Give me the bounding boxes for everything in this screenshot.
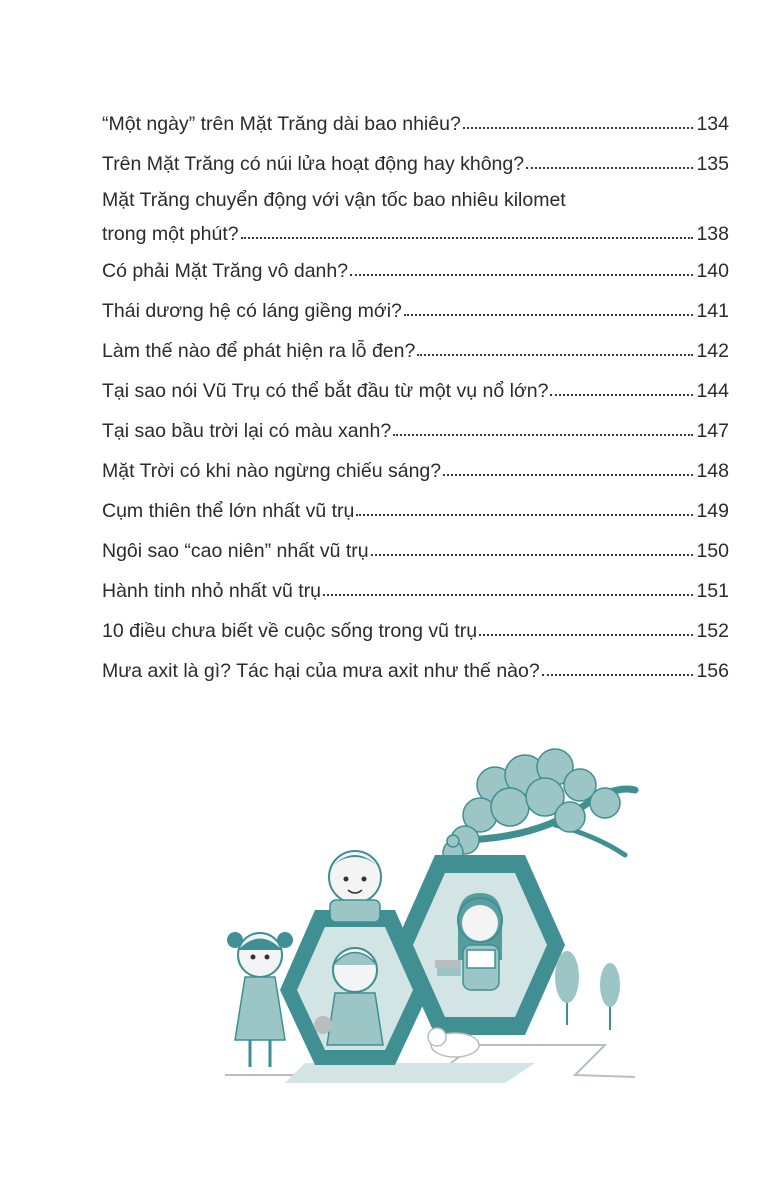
dot-leader [350,272,693,276]
toc-entry-title: trong một phút? [102,223,239,245]
dot-leader [526,165,693,169]
dot-leader [404,312,694,316]
toc-entry-title: Thái dương hệ có láng giềng mới? [102,300,402,322]
toc-entry[interactable] [102,251,729,291]
dot-leader [323,592,693,596]
toc-entry-title-line1: Mặt Trăng chuyển động với vận tốc bao nhiêu kilomet [102,189,566,211]
toc-entry-page: 148 [696,460,729,482]
toc-entry[interactable] [102,371,729,411]
toc-entry-title: Mưa axit là gì? Tác hại của mưa axit như thế nào? [102,660,540,682]
dot-leader [393,432,693,436]
boy-figure [329,851,381,922]
toc-entry-title: “Một ngày” trên Mặt Trăng dài bao nhiêu? [102,113,461,135]
toc-entry[interactable] [102,491,729,531]
toc-entry-page: 152 [696,620,729,642]
dot-leader [542,672,694,676]
toc-entry-page: 134 [696,113,729,135]
toc-entry-title: 10 điều chưa biết về cuộc sống trong vũ trụ [102,620,478,642]
dot-leader [417,352,693,356]
toc-entry-title: Hành tinh nhỏ nhất vũ trụ [102,580,321,602]
dot-leader [479,632,693,636]
dot-leader [241,235,694,239]
toc-entry[interactable] [102,104,729,144]
toc-entry[interactable] [102,184,729,251]
dot-leader [463,125,694,129]
toc-entry-page: 140 [696,260,729,282]
toc-entry[interactable] [102,411,729,451]
children-illustration [205,745,645,1095]
table-of-contents [102,104,729,691]
toc-entry[interactable] [102,571,729,611]
toc-entry[interactable] [102,611,729,651]
toc-entry-page: 142 [696,340,729,362]
toc-entry-page: 150 [696,540,729,562]
small-tree-icon [555,951,620,1030]
toc-entry-page: 144 [696,380,729,402]
ground-shadow [285,1063,535,1083]
toc-entry-title: Làm thế nào để phát hiện ra lỗ đen? [102,340,416,362]
toc-entry-page: 156 [696,660,729,682]
standing-girl-figure [227,932,293,1067]
toc-entry-title: Cụm thiên thể lớn nhất vũ trụ [102,500,355,522]
toc-entry-page: 147 [696,420,729,442]
dot-leader [356,512,693,516]
toc-entry-title: Ngôi sao “cao niên” nhất vũ trụ [102,540,369,562]
toc-entry[interactable] [102,531,729,571]
toc-entry[interactable] [102,651,729,691]
toc-entry[interactable] [102,451,729,491]
toc-entry-page: 149 [696,500,729,522]
toc-entry[interactable] [102,291,729,331]
dot-leader [550,392,693,396]
dot-leader [443,472,693,476]
toc-entry-title: Mặt Trời có khi nào ngừng chiếu sáng? [102,460,442,482]
toc-entry-page: 135 [696,153,729,175]
toc-entry-title: Trên Mặt Trăng có núi lửa hoạt động hay không? [102,153,525,175]
toc-entry[interactable] [102,144,729,184]
toc-entry-page: 141 [696,300,729,322]
tree-branch-icon [451,749,635,855]
toc-entry-title: Tại sao nói Vũ Trụ có thể bắt đầu từ một vụ nổ lớn? [102,380,549,402]
dot-leader [371,552,694,556]
toc-entry-page: 151 [696,580,729,602]
toc-entry[interactable] [102,331,729,371]
toc-entry-title: Tại sao bầu trời lại có màu xanh? [102,420,392,442]
toc-entry-title: Có phải Mặt Trăng vô danh? [102,260,349,282]
toc-entry-page: 138 [696,223,729,245]
